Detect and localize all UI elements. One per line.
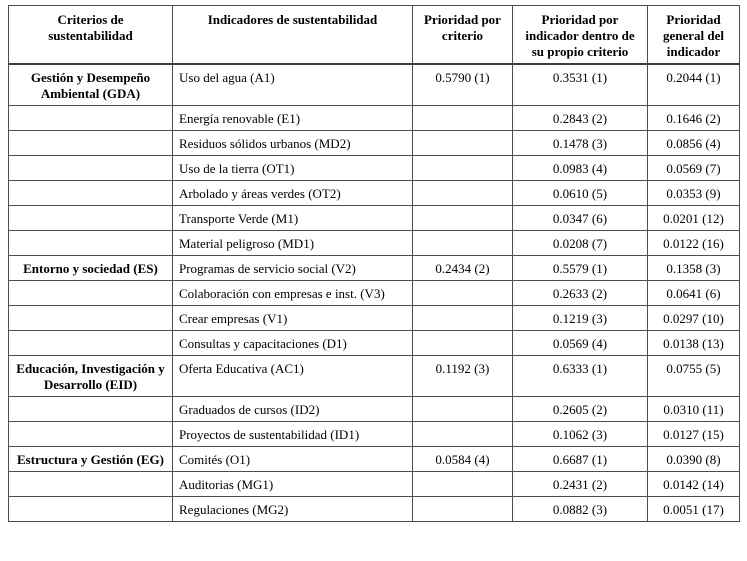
global-priority-cell: 0.0390 (8) [648, 447, 740, 472]
criterion-cell [9, 206, 173, 231]
header-prioridad-criterio: Prioridad por criterio [413, 6, 513, 65]
priority-within-criterion-cell: 0.3531 (1) [513, 64, 648, 106]
global-priority-cell: 0.1358 (3) [648, 256, 740, 281]
indicator-cell: Comités (O1) [173, 447, 413, 472]
priority-by-criterion-cell: 0.1192 (3) [413, 356, 513, 397]
priority-by-criterion-cell [413, 181, 513, 206]
table-row [9, 281, 740, 306]
table-row [9, 447, 740, 472]
criterion-cell [9, 472, 173, 497]
priority-within-criterion-cell: 0.0610 (5) [513, 181, 648, 206]
indicator-cell: Colaboración con empresas e inst. (V3) [173, 281, 413, 306]
priority-within-criterion-cell: 0.6687 (1) [513, 447, 648, 472]
priority-within-criterion-cell: 0.0569 (4) [513, 331, 648, 356]
criterion-cell [9, 156, 173, 181]
indicator-cell: Auditorias (MG1) [173, 472, 413, 497]
global-priority-cell: 0.0755 (5) [648, 356, 740, 397]
criterion-cell [9, 422, 173, 447]
global-priority-cell: 0.0310 (11) [648, 397, 740, 422]
table-row [9, 206, 740, 231]
priority-by-criterion-cell: 0.2434 (2) [413, 256, 513, 281]
criterion-cell: Estructura y Gestión (EG) [9, 447, 173, 472]
indicator-cell: Uso del agua (A1) [173, 64, 413, 106]
priority-within-criterion-cell: 0.2843 (2) [513, 106, 648, 131]
global-priority-cell: 0.0569 (7) [648, 156, 740, 181]
criterion-cell [9, 131, 173, 156]
header-row [9, 6, 740, 65]
header-prioridad-general: Prioridad general del indicador [648, 6, 740, 65]
table-row [9, 231, 740, 256]
table-body [9, 64, 740, 522]
table-row [9, 397, 740, 422]
indicator-cell: Graduados de cursos (ID2) [173, 397, 413, 422]
table-row [9, 156, 740, 181]
criterion-cell: Entorno y sociedad (ES) [9, 256, 173, 281]
priority-by-criterion-cell [413, 281, 513, 306]
criterion-cell [9, 106, 173, 131]
criterion-cell [9, 497, 173, 522]
priority-within-criterion-cell: 0.5579 (1) [513, 256, 648, 281]
priority-within-criterion-cell: 0.2633 (2) [513, 281, 648, 306]
indicator-cell: Arbolado y áreas verdes (OT2) [173, 181, 413, 206]
table-row [9, 497, 740, 522]
table-row [9, 306, 740, 331]
table-row [9, 472, 740, 497]
global-priority-cell: 0.0353 (9) [648, 181, 740, 206]
header-indicadores: Indicadores de sustentabilidad [173, 6, 413, 65]
priority-by-criterion-cell [413, 497, 513, 522]
criterion-cell: Educación, Investigación y Desarrollo (EID) [9, 356, 173, 397]
table-row [9, 131, 740, 156]
indicator-cell: Oferta Educativa (AC1) [173, 356, 413, 397]
table-row [9, 106, 740, 131]
priority-within-criterion-cell: 0.2605 (2) [513, 397, 648, 422]
priority-within-criterion-cell: 0.1219 (3) [513, 306, 648, 331]
criterion-cell: Gestión y Desempeño Ambiental (GDA) [9, 64, 173, 106]
table-row [9, 356, 740, 397]
table-row [9, 331, 740, 356]
priority-by-criterion-cell [413, 206, 513, 231]
global-priority-cell: 0.0122 (16) [648, 231, 740, 256]
global-priority-cell: 0.0201 (12) [648, 206, 740, 231]
indicator-cell: Programas de servicio social (V2) [173, 256, 413, 281]
indicator-cell: Material peligroso (MD1) [173, 231, 413, 256]
criterion-cell [9, 281, 173, 306]
priority-by-criterion-cell [413, 156, 513, 181]
priority-by-criterion-cell: 0.0584 (4) [413, 447, 513, 472]
priority-within-criterion-cell: 0.1062 (3) [513, 422, 648, 447]
table-row [9, 181, 740, 206]
indicator-cell: Consultas y capacitaciones (D1) [173, 331, 413, 356]
criterion-cell [9, 331, 173, 356]
table-row [9, 256, 740, 281]
global-priority-cell: 0.0127 (15) [648, 422, 740, 447]
priority-by-criterion-cell [413, 422, 513, 447]
priority-within-criterion-cell: 0.0347 (6) [513, 206, 648, 231]
priority-within-criterion-cell: 0.6333 (1) [513, 356, 648, 397]
global-priority-cell: 0.0856 (4) [648, 131, 740, 156]
global-priority-cell: 0.0297 (10) [648, 306, 740, 331]
indicator-cell: Energía renovable (E1) [173, 106, 413, 131]
global-priority-cell: 0.0641 (6) [648, 281, 740, 306]
priority-within-criterion-cell: 0.2431 (2) [513, 472, 648, 497]
priority-by-criterion-cell [413, 106, 513, 131]
global-priority-cell: 0.2044 (1) [648, 64, 740, 106]
criterion-cell [9, 306, 173, 331]
criterion-cell [9, 181, 173, 206]
header-criterios: Criterios de sustentabilidad [9, 6, 173, 65]
criterion-cell [9, 231, 173, 256]
sustainability-priorities-table [8, 5, 740, 522]
table-header [9, 6, 740, 65]
priority-within-criterion-cell: 0.1478 (3) [513, 131, 648, 156]
table-row [9, 422, 740, 447]
indicator-cell: Proyectos de sustentabilidad (ID1) [173, 422, 413, 447]
priority-by-criterion-cell [413, 331, 513, 356]
priority-by-criterion-cell [413, 131, 513, 156]
header-prioridad-indicador-propio: Prioridad por indicador dentro de su propio criterio [513, 6, 648, 65]
priority-within-criterion-cell: 0.0983 (4) [513, 156, 648, 181]
indicator-cell: Transporte Verde (M1) [173, 206, 413, 231]
priority-within-criterion-cell: 0.0882 (3) [513, 497, 648, 522]
global-priority-cell: 0.0138 (13) [648, 331, 740, 356]
indicator-cell: Crear empresas (V1) [173, 306, 413, 331]
priorities-table-container [8, 5, 740, 522]
criterion-cell [9, 397, 173, 422]
indicator-cell: Regulaciones (MG2) [173, 497, 413, 522]
priority-by-criterion-cell: 0.5790 (1) [413, 64, 513, 106]
global-priority-cell: 0.1646 (2) [648, 106, 740, 131]
indicator-cell: Uso de la tierra (OT1) [173, 156, 413, 181]
priority-by-criterion-cell [413, 231, 513, 256]
indicator-cell: Residuos sólidos urbanos (MD2) [173, 131, 413, 156]
table-row [9, 64, 740, 106]
priority-by-criterion-cell [413, 306, 513, 331]
global-priority-cell: 0.0051 (17) [648, 497, 740, 522]
global-priority-cell: 0.0142 (14) [648, 472, 740, 497]
priority-by-criterion-cell [413, 472, 513, 497]
priority-by-criterion-cell [413, 397, 513, 422]
priority-within-criterion-cell: 0.0208 (7) [513, 231, 648, 256]
